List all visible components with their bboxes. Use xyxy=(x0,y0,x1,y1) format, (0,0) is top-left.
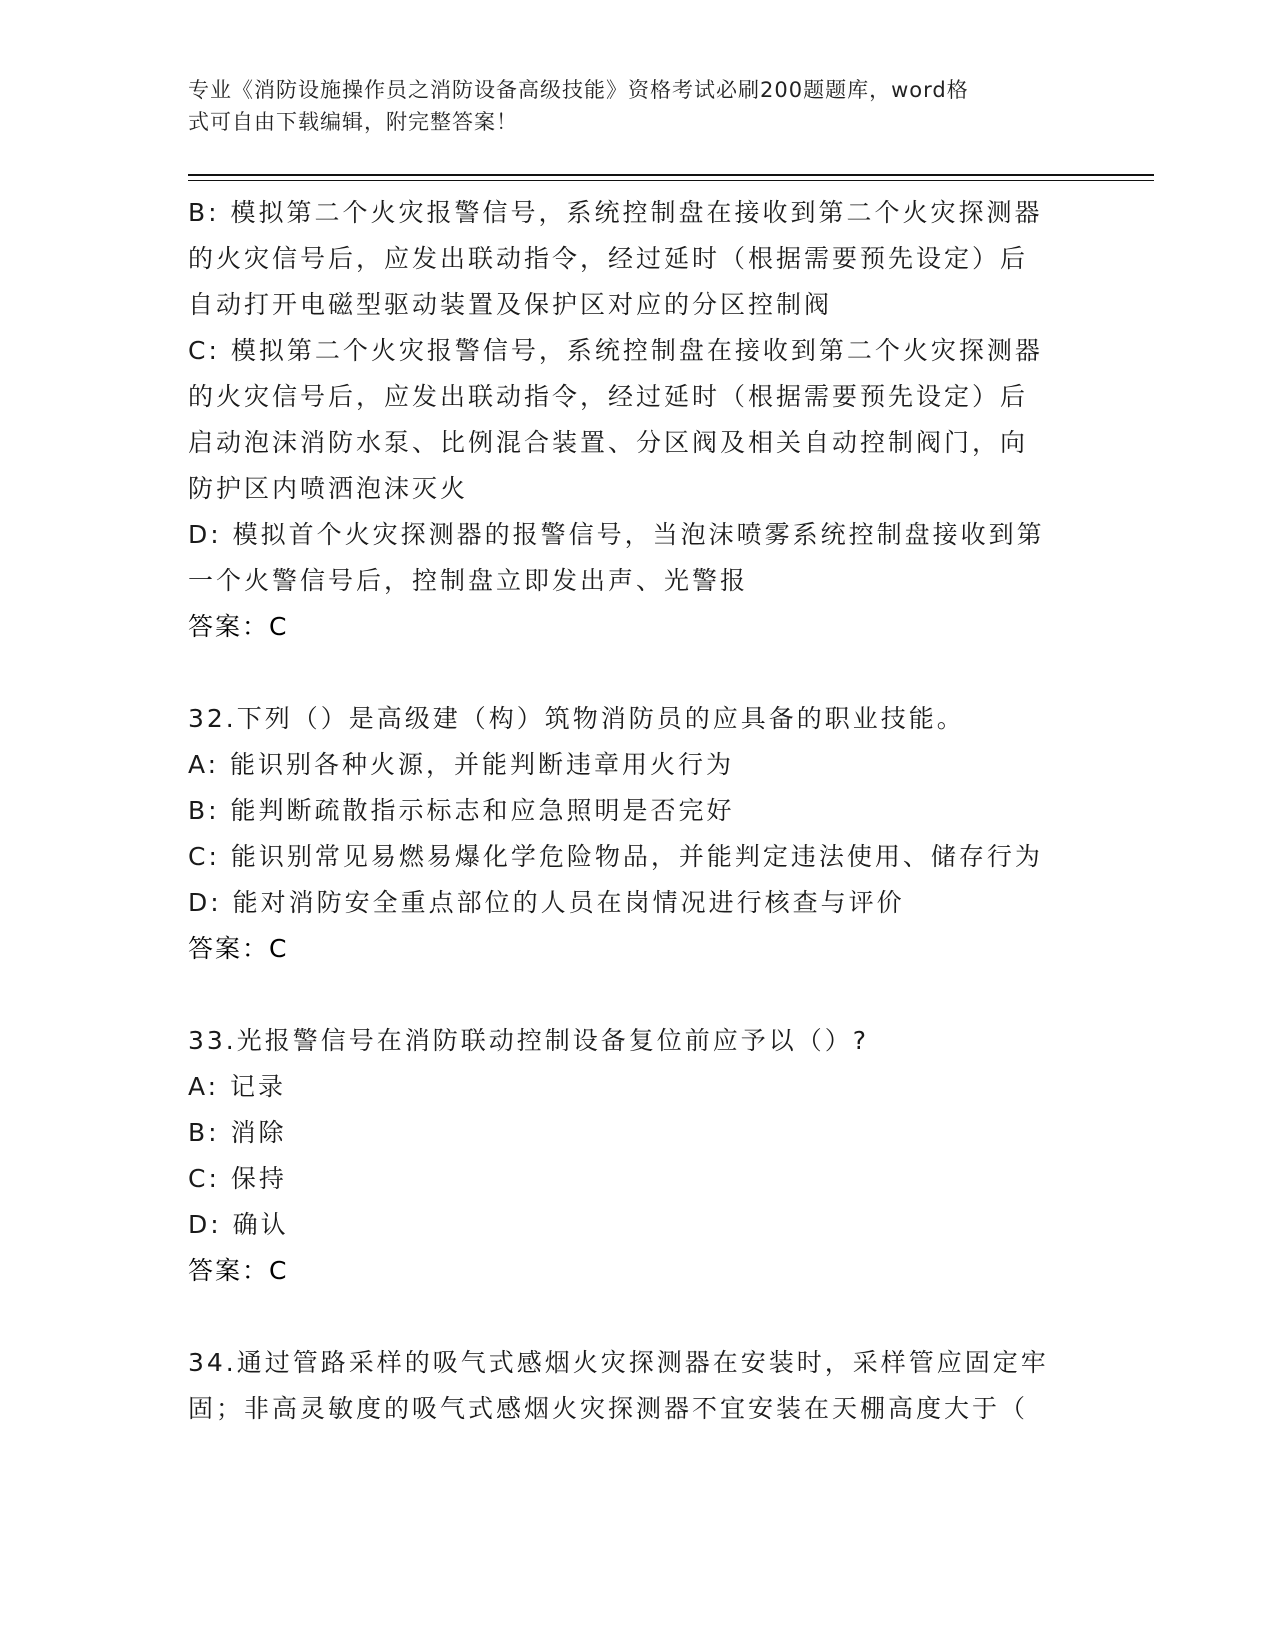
q34-stem-line: 固；非高灵敏度的吸气式感烟火灾探测器不宜安装在天棚高度大于（ xyxy=(188,1394,1029,1423)
spacer xyxy=(188,972,1078,1018)
q32-option-d: D: 能对消防安全重点部位的人员在岗情况进行核查与评价 xyxy=(188,888,905,917)
q33-option-d: D: 确认 xyxy=(188,1210,289,1239)
q32-option-a: A: 能识别各种火源，并能判断违章用火行为 xyxy=(188,750,735,779)
spacer xyxy=(188,650,1078,696)
q32-option-c: C: 能识别常见易燃易爆化学危险物品，并能判定违法使用、储存行为 xyxy=(188,842,1043,871)
question-content xyxy=(188,190,1078,1432)
q33-option-a: A: 记录 xyxy=(188,1072,287,1101)
document-header xyxy=(188,74,1068,138)
option-line: 一个火警信号后，控制盘立即发出声、光警报 xyxy=(188,566,749,595)
option-line: 的火灾信号后，应发出联动指令，经过延时（根据需要预先设定）后 xyxy=(188,382,1029,411)
option-line: D: 模拟首个火灾探测器的报警信号，当泡沫喷雾系统控制盘接收到第 xyxy=(188,520,1045,549)
q32-option-b: B: 能判断疏散指示标志和应急照明是否完好 xyxy=(188,796,735,825)
option-line: B: 模拟第二个火灾报警信号，系统控制盘在接收到第二个火灾探测器 xyxy=(188,198,1043,227)
q33-option-c: C: 保持 xyxy=(188,1164,287,1193)
question-32 xyxy=(188,696,1078,972)
q33-stem: 33.光报警信号在消防联动控制设备复位前应予以（）? xyxy=(188,1026,870,1055)
q31-answer: 答案：C xyxy=(188,612,289,641)
q32-stem: 32.下列（）是高级建（构）筑物消防员的应具备的职业技能。 xyxy=(188,704,965,733)
question-34 xyxy=(188,1340,1078,1432)
spacer xyxy=(188,1294,1078,1340)
q32-answer: 答案：C xyxy=(188,934,289,963)
option-line: 启动泡沫消防水泵、比例混合装置、分区阀及相关自动控制阀门，向 xyxy=(188,428,1029,457)
option-line: 自动打开电磁型驱动装置及保护区对应的分区控制阀 xyxy=(188,290,833,319)
q31-option-d xyxy=(188,512,1078,604)
q33-option-b: B: 消除 xyxy=(188,1118,287,1147)
q33-answer: 答案：C xyxy=(188,1256,289,1285)
header-divider-thick xyxy=(188,174,1154,176)
q31-option-c xyxy=(188,328,1078,512)
option-line: 的火灾信号后，应发出联动指令，经过延时（根据需要预先设定）后 xyxy=(188,244,1029,273)
header-divider-thin xyxy=(188,180,1154,181)
q31-option-b xyxy=(188,190,1078,328)
header-line-1: 专业《消防设施操作员之消防设备高级技能》资格考试必刷200题题库，word格 xyxy=(188,78,969,102)
option-line: C: 模拟第二个火灾报警信号，系统控制盘在接收到第二个火灾探测器 xyxy=(188,336,1043,365)
header-line-2: 式可自由下载编辑，附完整答案！ xyxy=(188,110,518,134)
question-31 xyxy=(188,190,1078,650)
q34-stem-line: 34.通过管路采样的吸气式感烟火灾探测器在安装时，采样管应固定牢 xyxy=(188,1348,1049,1377)
option-line: 防护区内喷洒泡沫灭火 xyxy=(188,474,469,503)
question-33 xyxy=(188,1018,1078,1294)
